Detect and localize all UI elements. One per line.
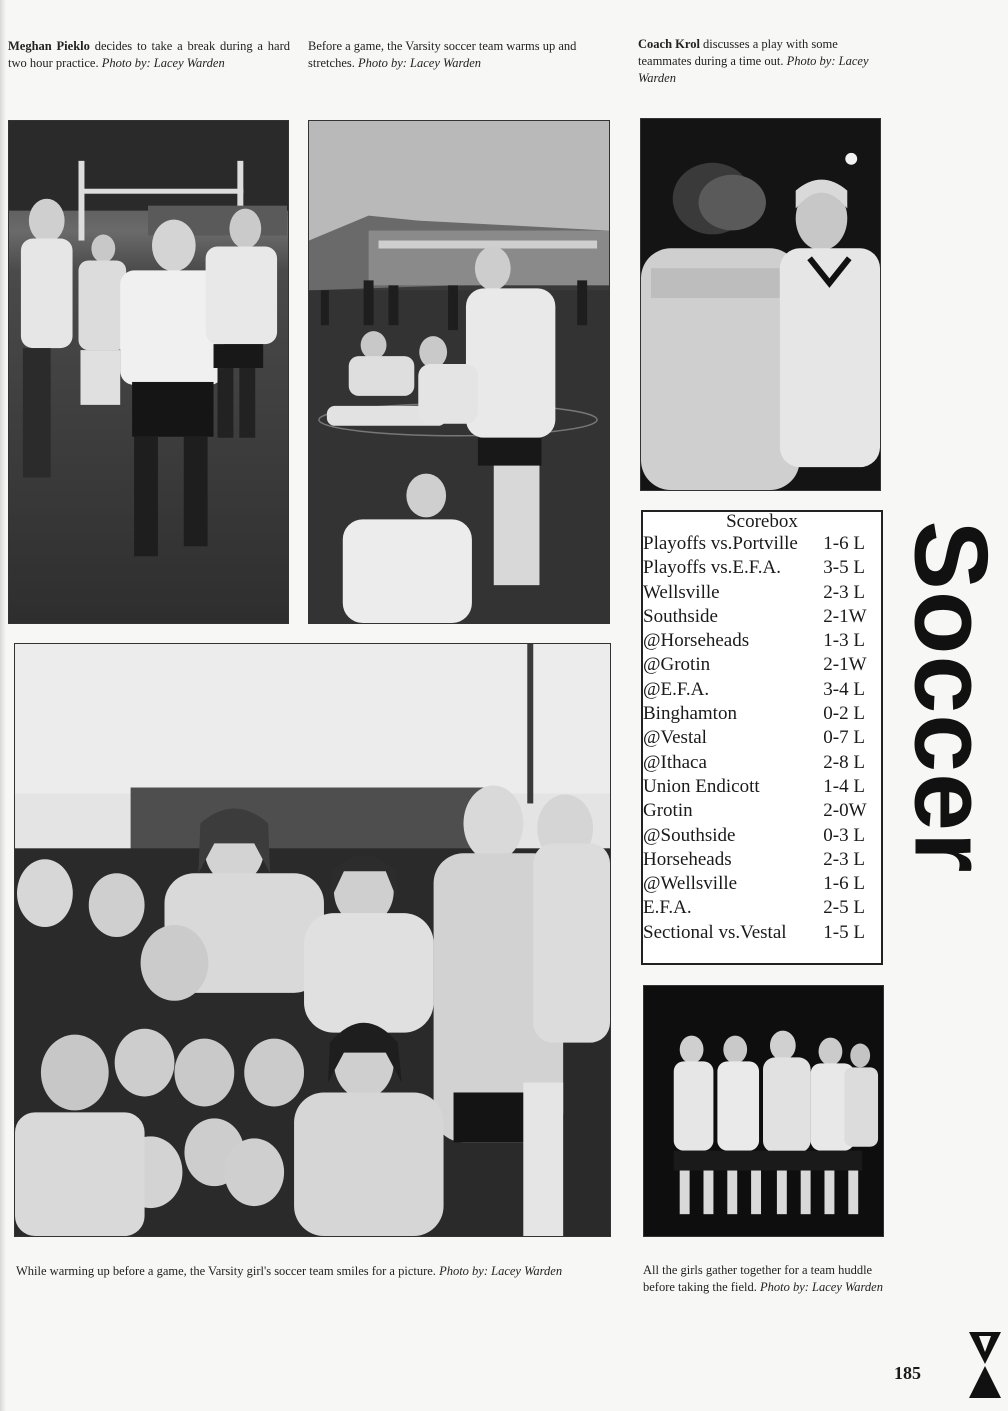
score-row	[643, 848, 881, 872]
score-row	[643, 605, 881, 629]
score-opponent: @Southside	[643, 824, 736, 846]
caption-meghan-pieklo: Meghan Pieklo decides to take a break during a hard two hour practice. Photo by: Lacey Warden	[8, 39, 290, 70]
score-result: 3-4 L	[823, 678, 865, 700]
page-spine-shadow	[0, 0, 6, 1411]
score-result: 0-7 L	[823, 727, 865, 749]
scorebox-rows	[643, 532, 881, 945]
score-row	[643, 799, 881, 823]
score-row	[643, 751, 881, 775]
score-result: 2-0W	[823, 800, 867, 822]
score-result: 1-6 L	[823, 533, 865, 554]
photo-practice-break	[8, 120, 289, 624]
score-result: 2-1W	[823, 605, 867, 627]
score-row	[643, 872, 881, 896]
score-result: 3-5 L	[823, 557, 865, 579]
caption-team-huddle: All the girls gather together for a team huddle before taking the field. Photo by: Lacey Warden	[643, 1263, 883, 1294]
score-row	[643, 921, 881, 945]
score-row	[643, 678, 881, 702]
caption-warmup-stretch: Before a game, the Varsity soccer team warms up and stretches. Photo by: Lacey Warden	[308, 39, 577, 70]
score-result: 2-1W	[823, 654, 867, 676]
score-row	[643, 726, 881, 750]
scorebox-title: Scorebox	[726, 511, 798, 532]
score-opponent: @Wellsville	[643, 873, 738, 895]
score-row	[643, 653, 881, 677]
score-opponent: @Vestal	[643, 727, 707, 749]
scorebox	[641, 510, 883, 965]
photo-team-huddle	[643, 985, 884, 1237]
caption-coach-krol: Coach Krol discusses a play with some teammates during a time out. Photo by: Lacey Warden	[638, 37, 869, 85]
score-opponent: Playoffs vs.Portville	[643, 533, 798, 554]
score-row	[643, 581, 881, 605]
score-row	[643, 702, 881, 726]
score-opponent: Wellsville	[643, 581, 720, 603]
score-row	[643, 775, 881, 799]
score-result: 2-3 L	[823, 581, 865, 603]
score-opponent: Playoffs vs.E.F.A.	[643, 557, 782, 579]
score-result: 2-3 L	[823, 848, 865, 870]
score-opponent: Binghamton	[643, 703, 737, 725]
score-row	[643, 824, 881, 848]
score-opponent: Sectional vs.Vestal	[643, 921, 787, 943]
page-number: 185	[894, 1363, 921, 1383]
photo-warmup-stretch	[308, 120, 610, 624]
score-row	[643, 532, 881, 556]
caption-team-group: While warming up before a game, the Varsity girl's soccer team smiles for a picture. Photo by: Lacey Warden	[16, 1264, 563, 1278]
photo-coach-krol	[640, 118, 881, 491]
score-result: 1-4 L	[823, 775, 865, 797]
score-result: 2-5 L	[823, 897, 865, 919]
score-result: 0-3 L	[823, 824, 865, 846]
score-opponent: @Ithaca	[643, 751, 707, 773]
score-row	[643, 556, 881, 580]
score-opponent: @E.F.A.	[643, 678, 710, 700]
score-opponent: Union Endicott	[643, 775, 760, 797]
score-opponent: @Grotin	[643, 654, 711, 676]
section-title	[892, 447, 1008, 947]
score-opponent: E.F.A.	[643, 897, 692, 919]
score-row	[643, 896, 881, 920]
score-result: 0-2 L	[823, 703, 865, 725]
score-opponent: Grotin	[643, 800, 693, 822]
score-opponent: @Horseheads	[643, 630, 750, 652]
photo-team-group	[14, 643, 611, 1237]
score-result: 2-8 L	[823, 751, 865, 773]
hourglass-ornament-icon	[965, 1330, 1005, 1400]
score-opponent: Southside	[643, 605, 718, 627]
score-result: 1-6 L	[823, 873, 865, 895]
section-title-text: Soccer	[892, 520, 1008, 874]
score-result: 1-5 L	[823, 921, 865, 943]
score-result: 1-3 L	[823, 630, 865, 652]
score-row	[643, 629, 881, 653]
score-opponent: Horseheads	[643, 848, 732, 870]
